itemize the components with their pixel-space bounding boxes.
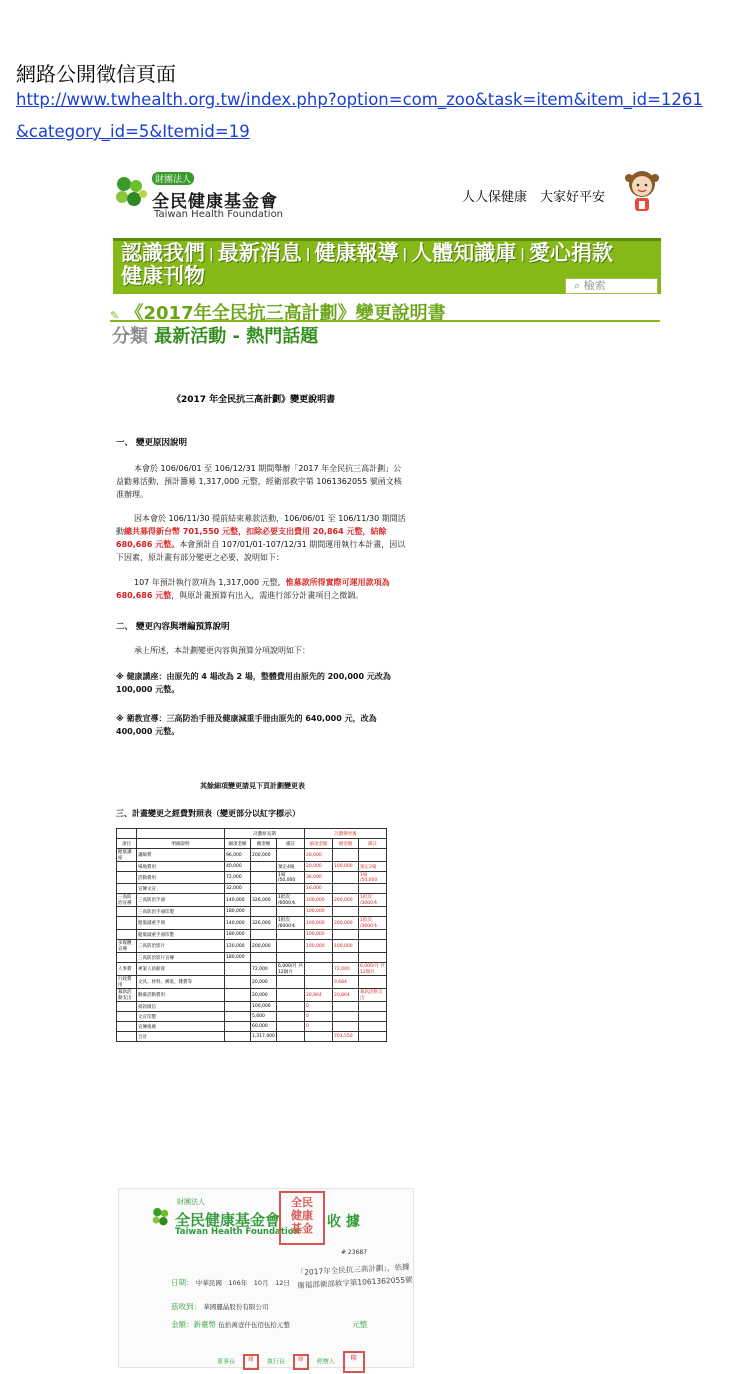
table-header-cell: 細項金額 — [225, 839, 251, 849]
table-cell: 180,000 — [225, 907, 251, 917]
table-cell — [117, 930, 137, 940]
nav-item-about[interactable]: 認識我們 — [121, 241, 205, 265]
table-row — [117, 963, 387, 976]
receipt-org-name: 全民健康基金會 — [175, 1211, 281, 1229]
table-cell — [225, 976, 251, 989]
table-cell: 捐款徵信 — [137, 1002, 225, 1012]
table-cell: 0 — [305, 1002, 333, 1012]
table-cell: 72,000 — [225, 872, 251, 884]
table-cell: 20,000 — [305, 862, 333, 872]
official-seal-stamp: 全民 健康 基金 — [279, 1191, 325, 1245]
handwritten-note: 「2017年全民抗三高計劃」，依據衛福部衛部救字第1061362055號 — [296, 1262, 413, 1291]
table-cell — [333, 884, 359, 894]
table-cell — [305, 1032, 333, 1042]
table-cell — [117, 884, 137, 894]
table-cell: 140,000 — [225, 917, 251, 930]
table-group-header — [117, 829, 137, 839]
budget-comparison-table — [116, 828, 387, 1042]
table-cell — [359, 1022, 387, 1032]
table-row — [117, 953, 387, 963]
page-title: 網路公開徵信頁面 — [16, 62, 176, 86]
table-cell — [251, 884, 277, 894]
table-cell: 0 — [305, 1012, 333, 1022]
table-cell: 32,000 — [225, 884, 251, 894]
table-group-original: 計劃原長期 — [225, 829, 305, 839]
table-cell: 6,000/月 共12個月 — [278, 964, 303, 975]
table-cell — [277, 884, 305, 894]
table-cell: 場地費用 — [137, 862, 225, 872]
table-cell — [277, 1002, 305, 1012]
table-cell: 多媒體宣導 — [117, 940, 137, 953]
doc-paragraph-3: 107 年預計執行款項為 1,317,000 元整，惟募款所得實際可運用款項為 680,686 元整，與原計畫預算有出入，需進行部分計畫項目之微調。 — [116, 578, 390, 600]
table-cell: 200,000 — [251, 849, 277, 862]
table-cell: 100,000 — [305, 917, 333, 930]
table-header-cell: 明細說明 — [137, 839, 225, 849]
table-cell: 健康講座 — [117, 849, 137, 862]
table-cell — [225, 1002, 251, 1012]
table-row — [117, 917, 387, 930]
source-url-line2[interactable]: &category_id=5&Itemid=19 — [16, 122, 250, 141]
doc-paragraph-2: 因本會於 106/11/30 提前結束募款活動，106/06/01 至 106/11/30 期間活動總共募得新台幣 701,550 元整，扣除必要支出費用 20,864 元整，結餘 680,686 元整。本會預計自 107/01/01-107/12/31 期間運用執行本計畫，因以下因素，原計畫有部分變更之必要，說明如下： — [116, 514, 406, 562]
table-cell — [277, 930, 305, 940]
table-cell — [277, 940, 305, 953]
table-cell — [333, 1012, 359, 1022]
slogan: 人人保健康 大家好平安 — [462, 190, 606, 205]
table-cell: 40,000 — [225, 862, 251, 872]
table-row — [117, 930, 387, 940]
search-label: 檢索 — [583, 279, 606, 292]
org-name-english: Taiwan Health Foundation — [154, 209, 284, 220]
table-cell: 三高防治影片宣傳 — [137, 953, 225, 963]
receipt-org-english: Taiwan Health Foundation — [175, 1227, 300, 1237]
table-header-cell: 細項金額 — [305, 839, 333, 849]
nav-separator: | — [520, 246, 525, 262]
table-row — [117, 1022, 387, 1032]
table-cell — [117, 1032, 137, 1042]
table-cell — [225, 1032, 251, 1042]
table-cell — [117, 862, 137, 872]
table-cell — [277, 1022, 305, 1032]
table-cell — [251, 872, 277, 884]
table-cell: 5,600 — [251, 1012, 277, 1022]
table-cell: 合計 — [137, 1032, 225, 1042]
table-group-header — [137, 829, 225, 839]
table-cell: 20,864 — [305, 989, 333, 1002]
table-cell: 三高防治宣導 — [117, 894, 137, 907]
table-cell: 16,000 — [305, 884, 333, 894]
doc-paragraph-4: 承上所述，本計劃變更內容與預算分項說明如下： — [134, 646, 310, 655]
doc-section-3-heading: 三、計畫變更之經費對照表（變更部分以紅字標示） — [116, 809, 300, 818]
doc-title: 《2017 年全民抗三高計劃》變更說明書 — [172, 395, 336, 405]
table-cell — [117, 917, 137, 930]
table-row — [117, 907, 387, 917]
table-cell: 326,000 — [251, 894, 277, 907]
table-cell: 326,000 — [251, 917, 277, 930]
table-cell — [225, 989, 251, 1002]
donation-receipt — [118, 1188, 414, 1368]
table-cell: 三高防治手冊 — [137, 894, 225, 907]
table-cell: 20,000 — [251, 976, 277, 989]
table-cell: 文具、材料、郵電、雜費等 — [137, 976, 225, 989]
source-url-line1[interactable]: http://www.twhealth.org.tw/index.php?option=com_zoo&task=item&item_id=1261 — [16, 90, 703, 109]
nav-separator: | — [305, 246, 311, 262]
ceo-seal: 印 — [293, 1354, 309, 1370]
table-cell: 0 — [305, 1022, 333, 1032]
table-row — [117, 849, 387, 862]
nav-item-reports[interactable]: 健康報導 — [314, 241, 399, 265]
search-input[interactable] — [565, 278, 658, 294]
table-cell — [333, 849, 359, 862]
table-cell — [333, 930, 359, 940]
table-cell: 200,000 — [333, 917, 359, 930]
table-cell: 140,000 — [225, 894, 251, 907]
nav-separator: | — [402, 246, 408, 262]
table-cell — [305, 963, 333, 976]
table-cell: 100,000 — [333, 940, 359, 953]
table-cell: 1場 /50,000 — [359, 872, 387, 884]
search-icon: ⌕ — [574, 279, 581, 292]
table-cell: 1批次 /6000本 — [277, 917, 305, 930]
table-cell — [359, 1012, 387, 1022]
table-header-cell: 總金額 — [251, 839, 277, 849]
table-cell: 100,000 — [251, 1002, 277, 1012]
table-cell: 100,000 — [333, 862, 359, 872]
table-cell — [117, 1002, 137, 1012]
nav-item-publications[interactable]: 健康刊物 — [121, 264, 205, 288]
table-row — [117, 989, 387, 1002]
table-cell — [225, 963, 251, 976]
table-cell: 健康減重手冊 — [137, 917, 225, 930]
foundation-logo-icon — [110, 172, 150, 212]
mascot-icon — [622, 168, 662, 214]
table-cell — [117, 907, 137, 917]
table-row — [117, 940, 387, 953]
table-cell: 1批次 /3000本 — [359, 894, 387, 907]
table-cell — [251, 930, 277, 940]
table-cell — [333, 1002, 359, 1012]
table-cell — [277, 907, 305, 917]
table-cell: 100,000 — [305, 940, 333, 953]
receipt-org-type: 財團法人 — [177, 1198, 205, 1206]
table-cell: 募款活動支出 — [359, 989, 387, 1002]
table-cell — [333, 907, 359, 917]
table-cell: 701,550 — [333, 1032, 359, 1042]
receipt-logo-icon — [149, 1205, 173, 1229]
table-cell: 三高防治手冊印製 — [137, 907, 225, 917]
table-cell: 宣傳推廣 — [137, 1022, 225, 1032]
org-type-label: 財團法人 — [152, 172, 194, 185]
nav-item-donate[interactable]: 愛心捐款 — [529, 241, 613, 265]
table-cell: 勸募活動費用 — [137, 989, 225, 1002]
table-cell: 宣傳文宣 — [137, 884, 225, 894]
table-cell: 預定2場 — [359, 862, 387, 872]
table-cell: 三高防治影片 — [137, 940, 225, 953]
table-cell — [277, 989, 305, 1002]
table-group-revised: 計劃變更後 — [305, 829, 387, 839]
table-cell — [277, 1032, 305, 1042]
table-cell — [277, 849, 305, 862]
category-label: 分類 — [112, 326, 148, 347]
table-cell — [251, 953, 277, 963]
table-row — [117, 1012, 387, 1022]
table-row — [117, 976, 387, 989]
table-cell — [359, 976, 387, 989]
table-cell: 28,000 — [305, 849, 333, 862]
table-row — [117, 894, 387, 907]
doc-bullet-2: ※ 衛教宣導：三高防治手冊及健康減重手冊由原先的 640,000 元，改為 400,000 元整。 — [116, 714, 377, 736]
table-cell: 20,864 — [333, 989, 359, 1002]
receipt-payer-row: 茲收到： 華國麗晶股份有限公司 — [171, 1302, 269, 1311]
table-cell: 1批次 /3000本 — [359, 917, 387, 930]
table-cell — [359, 1032, 387, 1042]
table-cell: 9,684 — [333, 976, 359, 989]
receipt-amount-row: 金額：新臺幣 伍拾萬壹仟伍佰伍拾元整 元整 — [171, 1320, 368, 1329]
chairman-seal: 印 — [243, 1354, 259, 1370]
table-cell: 100,000 — [305, 907, 333, 917]
table-cell: 180,000 — [225, 930, 251, 940]
table-row — [117, 1002, 387, 1012]
table-cell — [359, 1002, 387, 1012]
table-cell — [359, 849, 387, 862]
table-cell: 180,000 — [225, 953, 251, 963]
table-cell — [117, 872, 137, 884]
table-cell: 20,000 — [251, 989, 277, 1002]
table-header-cell: 總金額 — [333, 839, 359, 849]
table-cell — [277, 1012, 305, 1022]
table-cell — [277, 976, 305, 989]
table-cell: 36,000 — [305, 872, 333, 884]
table-cell — [359, 884, 387, 894]
receipt-number: # 23687 — [341, 1249, 368, 1256]
table-cell — [359, 930, 387, 940]
table-cell: 1批次 /6000本 — [277, 894, 305, 907]
table-cell: 100,000 — [305, 930, 333, 940]
nav-item-news[interactable]: 最新消息 — [217, 241, 302, 265]
article-category — [112, 322, 318, 348]
table-cell — [305, 953, 333, 963]
table-cell: 120,000 — [225, 940, 251, 953]
table-cell: 6,000/月 共12個月 — [360, 964, 385, 975]
table-cell: 60,000 — [251, 1022, 277, 1032]
table-cell — [117, 1012, 137, 1022]
table-row — [117, 884, 387, 894]
table-cell: 1場 /50,000 — [277, 872, 305, 884]
article-bullet-icon: ✎ — [110, 309, 120, 322]
doc-note: 其餘細項變更請見下頁計劃變更表 — [200, 782, 305, 790]
table-header-cell: 備註 — [277, 839, 305, 849]
table-row — [117, 1032, 387, 1042]
table-cell: 人事費 — [117, 963, 137, 976]
table-header-cell: 備註 — [359, 839, 387, 849]
table-cell — [333, 953, 359, 963]
table-cell — [277, 953, 305, 963]
article-title[interactable]: ✎ 《2017年全民抗三高計劃》變更說明書 — [110, 303, 446, 324]
table-body — [117, 849, 387, 1042]
table-cell: 72,000 — [333, 963, 359, 976]
table-cell: 200,000 — [251, 940, 277, 953]
org-name: 全民健康基金會 — [152, 192, 278, 212]
table-cell: 1,317,000 — [251, 1032, 277, 1042]
table-cell: 專案人員薪資 — [137, 963, 225, 976]
table-cell — [225, 1022, 251, 1032]
doc-bullet-1: ※ 健康講座：由原先的 4 場改為 2 場，整體費用由原先的 200,000 元改為 100,000 元整。 — [116, 672, 391, 694]
table-cell — [333, 1022, 359, 1032]
table-cell: 96,000 — [225, 849, 251, 862]
receipt-date-row: 日期： 中華民國 106年 10月 12日 — [171, 1278, 290, 1287]
table-cell: 健康減重手冊印製 — [137, 930, 225, 940]
table-cell: 72,000 — [251, 963, 277, 976]
table-cell: 行政費用 — [117, 976, 137, 989]
table-cell — [333, 872, 359, 884]
table-cell — [251, 907, 277, 917]
doc-section-2-heading: 二、 變更內容與增編預算說明 — [116, 622, 230, 632]
table-cell — [225, 1012, 251, 1022]
table-cell: 募款活動支出 — [117, 989, 137, 1002]
handler-seal: 印 — [343, 1351, 365, 1373]
table-cell — [305, 976, 333, 989]
table-row — [117, 862, 387, 872]
table-cell — [359, 907, 387, 917]
table-cell: 預定4場 — [277, 862, 305, 872]
table-cell: 講師費 — [137, 849, 225, 862]
table-cell — [359, 940, 387, 953]
table-cell: 100,000 — [305, 894, 333, 907]
table-cell — [117, 1022, 137, 1032]
table-header-cell: 項目 — [117, 839, 137, 849]
table-cell — [117, 953, 137, 963]
category-value[interactable]: 最新活動 - 熱門話題 — [154, 326, 319, 347]
receipt-title: 收 據 — [327, 1214, 360, 1230]
nav-separator: | — [209, 246, 214, 262]
doc-paragraph-1: 本會於 106/06/01 至 106/12/31 期間舉辦「2017 年全民抗三高計劃」公益勸募活動，預計籌募 1,317,000 元整，經衛部救字第 1061362055 號函文核准辦理。 — [116, 464, 402, 499]
table-cell — [359, 953, 387, 963]
table-cell — [251, 862, 277, 872]
doc-section-1-heading: 一、 變更原因說明 — [116, 438, 187, 448]
main-navigation — [113, 238, 661, 294]
table-row — [117, 872, 387, 884]
table-cell: 文宣印製 — [137, 1012, 225, 1022]
table-cell: 200,000 — [333, 894, 359, 907]
table-cell: 活動費用 — [137, 872, 225, 884]
receipt-signature-row: 董事長 印 執行長 印 經辦人 印 — [217, 1351, 365, 1373]
nav-item-body-knowledge[interactable]: 人體知識庫 — [411, 241, 517, 265]
